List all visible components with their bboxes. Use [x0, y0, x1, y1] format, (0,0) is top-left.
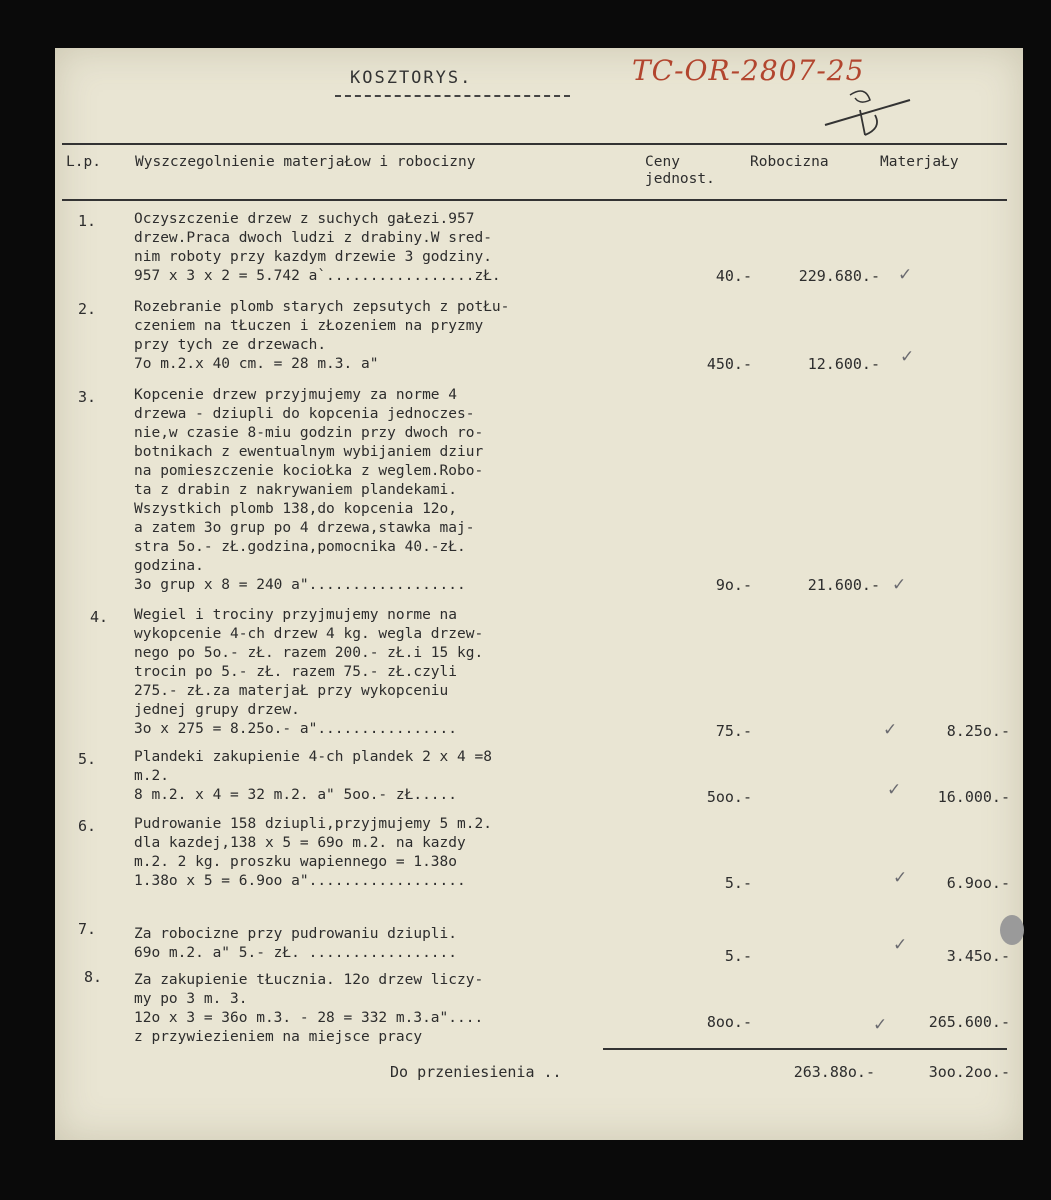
item-labor-cost: 12.600.- — [807, 355, 880, 373]
item-description: Rozebranie plomb starych zepsutych z potŁu- czeniem na tŁuczen i zŁozeniem na pryzmy przy tych ze drzewach. 7o m.2.x 40 cm. = 28 m.3. a" — [134, 299, 510, 372]
check-mark-icon: ✓ — [873, 1015, 888, 1035]
check-mark-icon: ✓ — [893, 935, 908, 955]
item-labor-cost: 21.600.- — [807, 576, 880, 594]
header-bottom-rule — [62, 199, 1007, 201]
item-description: Za zakupienie tŁucznia. 12o drzew liczy- my po 3 m. 3. 12o x 3 = 36o m.3. - 28 = 332 m.3.a".... z przywiezieniem na miejsce pracy — [134, 972, 484, 1045]
handwritten-mark-icon — [820, 80, 920, 140]
item-description: Oczyszczenie drzew z suchych gaŁezi.957 drzew.Praca dwoch ludzi z drabiny.W sred- nim roboty przy kazdym drzewie 3 godziny. 957 x 3 x 2 = 5.742 a`.................zŁ. — [134, 211, 501, 284]
column-header-description: Wyszczegolnienie materjaŁow i robocizny — [135, 154, 476, 170]
item-labor-cost: 229.680.- — [798, 267, 880, 285]
item-description: Pudrowanie 158 dziupli,przyjmujemy 5 m.2. dla kazdej,138 x 5 = 69o m.2. na kazdy m.2. 2 kg. proszku wapiennego = 1.38o 1.38o x 5 = 6.9oo a".................. — [134, 816, 492, 889]
item-description: Kopcenie drzew przyjmujemy za norme 4 drzewa - dziupli do kopcenia jednoczes- nie,w czasie 8-miu godzin przy dwoch ro- botnikach z ewentualnym wybijaniem dziur na pomieszczenie kocioŁka z weglem.Robo- ta z drabin z nakrywaniem plandekami. Wszystkich plomb 138,do kopcenia 12o, a zatem 3o grup po 4 drzewa,stawka maj- stra 5o.- zŁ.godzina,pomocnika 40.-zŁ. godzina. 3o grup x 8 = 240 a".................. — [134, 387, 484, 593]
item-number: 1. — [78, 212, 97, 230]
item-description: Za robocizne przy pudrowaniu dziupli. 69o m.2. a" 5.- zŁ. ................. — [134, 926, 458, 961]
title-underline — [335, 95, 570, 97]
check-mark-icon: ✓ — [887, 780, 902, 800]
carry-forward-materials: 3oo.2oo.- — [928, 1063, 1010, 1081]
item-unit-price: 40.- — [715, 267, 752, 285]
item-description: Wegiel i trociny przyjmujemy norme na wykopcenie 4-ch drzew 4 kg. wegla drzew- nego po 5o.- zŁ. razem 200.- zŁ.i 15 kg. trocin po 5.- zŁ. razem 75.- zŁ.czyli 275.- zŁ.za materjaŁ przy wykopceniu jednej grupy drzew. 3o x 275 = 8.25o.- a"................ — [134, 607, 484, 737]
carry-forward-labor: 263.88o.- — [793, 1063, 875, 1081]
check-mark-icon: ✓ — [898, 265, 913, 285]
item-unit-price: 75.- — [715, 722, 752, 740]
column-header-lp: L.p. — [66, 154, 101, 170]
item-number: 5. — [78, 750, 97, 768]
check-mark-icon: ✓ — [900, 347, 915, 367]
carry-forward-label: Do przeniesienia .. — [390, 1063, 562, 1081]
item-unit-price: 5.- — [724, 874, 752, 892]
column-header-unit-price: Ceny jednost. — [645, 154, 715, 187]
handwritten-reference: TC-OR-2807-25 — [632, 54, 865, 87]
check-mark-icon: ✓ — [892, 575, 907, 595]
item-material-cost: 6.9oo.- — [946, 874, 1010, 892]
item-material-cost: 16.000.- — [937, 788, 1010, 806]
item-unit-price: 450.- — [706, 355, 752, 373]
item-number: 4. — [90, 608, 109, 626]
item-unit-price: 5oo.- — [706, 788, 752, 806]
item-unit-price: 5.- — [724, 947, 752, 965]
item-material-cost: 265.600.- — [928, 1013, 1010, 1031]
document-title: KOSZTORYS. — [350, 68, 473, 88]
item-material-cost: 8.25o.- — [946, 722, 1010, 740]
check-mark-icon: ✓ — [883, 720, 898, 740]
totals-rule — [603, 1048, 1007, 1050]
column-header-materials: MaterjaŁy — [880, 154, 959, 170]
item-number: 3. — [78, 388, 97, 406]
header-top-rule — [62, 143, 1007, 145]
column-header-labor: Robocizna — [750, 154, 829, 170]
item-unit-price: 9o.- — [715, 576, 752, 594]
item-number: 2. — [78, 300, 97, 318]
item-number: 8. — [84, 968, 103, 986]
item-number: 7. — [78, 920, 97, 938]
paper-stain — [1000, 915, 1024, 945]
item-material-cost: 3.45o.- — [946, 947, 1010, 965]
item-description: Plandeki zakupienie 4-ch plandek 2 x 4 =8 m.2. 8 m.2. x 4 = 32 m.2. a" 5oo.- zŁ..... — [134, 749, 492, 803]
item-number: 6. — [78, 817, 97, 835]
check-mark-icon: ✓ — [893, 868, 908, 888]
item-unit-price: 8oo.- — [706, 1013, 752, 1031]
